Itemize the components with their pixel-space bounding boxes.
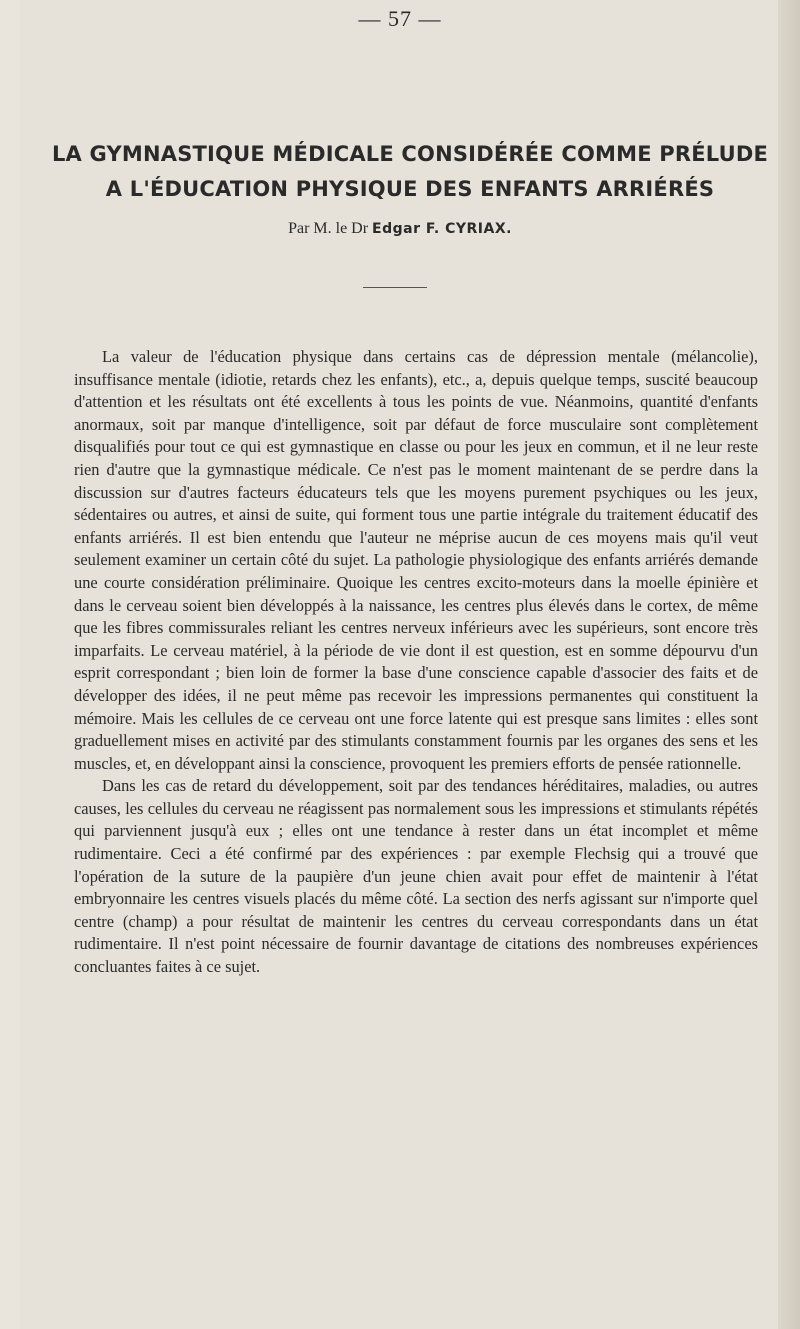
- paragraph-2: Dans les cas de retard du développement, soit par des tendances héréditaires, maladies, ou autres causes, les cellules du cerveau ne réagissent pas normalement sous les impressions et stimulants répétés qui parviennent jusqu'à eux ; elles ont une tendance à rester dans un état incomplet et même rudimentaire. Ceci a été confirmé par des expériences : par exemple Flechsig qui a trouvé que l'opération de la suture de la paupière d'un jeune chien avait pour effet de maintenir à l'état embryonnaire les centres visuels placés du même côté. La section des nerfs agissant sur n'importe quel centre (champ) a pour résultat de maintenir les centres du cerveau correspondants dans un état rudimentaire. Il n'est point nécessaire de fournir davantage de citations des nombreuses expériences concluantes faites à ce sujet.: [74, 776, 758, 977]
- title-line-1: LA GYMNASTIQUE MÉDICALE CONSIDÉRÉE COMME PRÉLUDE: [51, 142, 769, 166]
- paragraph-1: La valeur de l'éducation physique dans certains cas de dépression mentale (mélancolie), insuffisance mentale (idiotie, retards chez les enfants), etc., a, depuis quelque temps, suscité beaucoup d'attention et les résultats ont été excellents à tous les points de vue. Néanmoins, quantité d'enfants anormaux, soit par manque d'intelligence, soit par défaut de force musculaire sont complètement disqualifiés pour tout ce qui est gymnastique en classe ou pour les jeux en commun, et il ne leur reste rien d'autre que la gymnastique médicale. Ce n'est pas le moment maintenant de se perdre dans la discussion sur d'autres facteurs éducateurs tels que les moyens purement psychiques ou les jeux, sédentaires ou autres, et ainsi de suite, qui forment tous une partie intégrale du traitement éducatif des enfants arriérés. Il est bien entendu que l'auteur ne méprise aucun de ces moyens mais qu'il veut seulement examiner un certain côté du sujet. La pathologie physiologique des enfants arriérés demande une courte considération préliminaire. Quoique les centres excito-moteurs dans la moelle épinière et dans le cerveau soient bien développés à la naissance, les centres plus élevés dans le cortex, de même que les fibres commissurales reliant les centres nerveux inférieurs avec les supérieurs, sont encore très imparfaits. Le cerveau matériel, à la période de vie dont il est question, est en somme dépourvu d'un esprit correspondant ; bien loin de former la base d'une conscience capable d'associer des faits et de développer des idées, il ne peut même pas recevoir les impressions permanentes qui constituent la mémoire. Mais les cellules de ce cerveau ont une force latente qui est presque sans limites : elles sont graduellement mises en activité par des stimulants constamment fournis par les organes des sens et les muscles, et, en développant ainsi la conscience, provoquent les premiers efforts de pensée rationnelle.: [74, 347, 758, 773]
- article-body: [74, 346, 758, 979]
- page-number: — 57 —: [358, 6, 442, 31]
- article-title: [40, 137, 780, 207]
- author-name: Edgar F. CYRIAX.: [372, 221, 512, 237]
- byline-prefix: Par M. le Dr: [288, 220, 373, 237]
- separator-rule: [363, 287, 427, 288]
- title-line-2: A L'ÉDUCATION PHYSIQUE DES ENFANTS ARRIÉRÉS: [105, 177, 715, 201]
- byline: [0, 220, 800, 238]
- page-edge: [778, 0, 800, 1329]
